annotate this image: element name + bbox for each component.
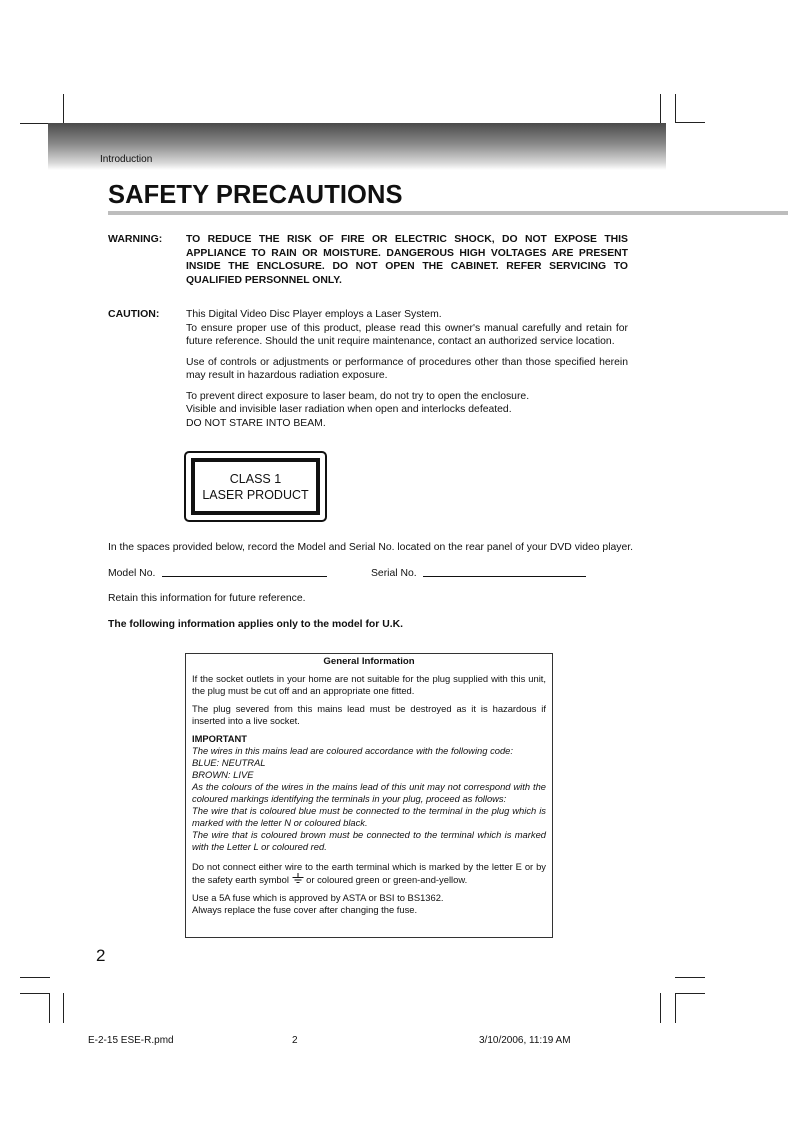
serial-no-field[interactable] <box>423 576 586 577</box>
crop-mark <box>675 993 705 994</box>
section-label: Introduction <box>100 154 153 165</box>
footer-timestamp: 3/10/2006, 11:19 AM <box>479 1035 571 1046</box>
caution-line: To ensure proper use of this product, please read this owner's manual carefully and retain for future reference. Should the unit require maintenance, contact an authorized service location. <box>186 322 628 347</box>
earth-text-after: or coloured green or green-and-yellow. <box>306 874 468 885</box>
caution-paragraph: Use of controls or adjustments or performance of procedures other than those specified herein may result in hazardous radiation exposure. <box>186 356 628 381</box>
important-line: As the colours of the wires in the mains lead of this unit may not correspond with the coloured markings identifying the terminals in your plug, proceed as follows: <box>192 781 546 804</box>
laser-label-inner <box>191 458 320 515</box>
caution-paragraph <box>186 390 628 431</box>
model-no-label: Model No. <box>108 568 156 579</box>
record-instruction: In the spaces provided below, record the Model and Serial No. located on the rear panel of your DVD video player. <box>108 542 634 553</box>
uk-note: The following information applies only to the model for U.K. <box>108 619 403 630</box>
model-no-field[interactable] <box>162 576 327 577</box>
info-paragraph <box>192 892 546 916</box>
caution-line: To prevent direct exposure to laser beam, do not try to open the enclosure. <box>186 390 530 402</box>
crop-mark <box>675 993 676 1023</box>
crop-mark <box>63 993 64 1023</box>
page-title: SAFETY PRECAUTIONS <box>108 181 403 209</box>
crop-mark <box>49 993 50 1023</box>
important-line: BLUE: NEUTRAL <box>192 757 266 768</box>
laser-class: CLASS 1 <box>229 471 282 486</box>
caution-line: This Digital Video Disc Player employs a Laser System. <box>186 309 442 320</box>
caution-text <box>186 308 628 437</box>
caution-line: Visible and invisible laser radiation when open and interlocks defeated. <box>186 404 512 415</box>
footer-page: 2 <box>292 1035 298 1046</box>
important-label: IMPORTANT <box>192 733 248 744</box>
fuse-line: Use a 5A fuse which is approved by ASTA or BSI to BS1362. <box>192 892 444 903</box>
crop-mark <box>675 94 676 122</box>
important-line: The wires in this mains lead are coloured accordance with the following code: <box>192 745 514 756</box>
important-line: BROWN: LIVE <box>192 769 254 780</box>
crop-mark <box>675 977 705 978</box>
caution-line: DO NOT STARE INTO BEAM. <box>186 417 326 429</box>
info-paragraph <box>192 861 546 886</box>
general-information-title: General Information <box>323 656 415 667</box>
laser-product-label <box>184 451 327 522</box>
important-line: The wire that is coloured brown must be connected to the terminal which is marked with the Letter L or coloured red. <box>192 829 546 852</box>
caution-paragraph <box>186 308 628 349</box>
footer-file: E-2-15 ESE-R.pmd <box>88 1035 174 1046</box>
general-information-box <box>185 653 553 938</box>
info-paragraph: The plug severed from this mains lead must be destroyed as it is hazardous if inserted into a live socket. <box>192 703 546 726</box>
earth-symbol-icon <box>292 873 304 884</box>
crop-mark <box>660 993 661 1023</box>
earth-text-before: Do not connect either wire to the earth terminal which is marked by the letter E or by the safety earth symbol <box>192 861 546 885</box>
important-line: The wire that is coloured blue must be connected to the terminal in the plug which is marked with the letter N or coloured black. <box>192 805 546 828</box>
fuse-line: Always replace the fuse cover after changing the fuse. <box>192 904 418 915</box>
crop-mark <box>20 977 50 978</box>
serial-no-label: Serial No. <box>371 568 417 579</box>
crop-mark <box>20 993 50 994</box>
retain-note: Retain this information for future reference. <box>108 593 306 604</box>
title-rule <box>108 211 788 215</box>
crop-mark <box>20 123 50 124</box>
info-paragraph: If the socket outlets in your home are not suitable for the plug supplied with this unit, the plug must be cut off and an appropriate one fitted. <box>192 673 546 696</box>
crop-mark <box>675 122 705 123</box>
page-number: 2 <box>96 946 106 965</box>
warning-text: TO REDUCE THE RISK OF FIRE OR ELECTRIC SHOCK, DO NOT EXPOSE THIS APPLIANCE TO RAIN OR MOISTURE. DANGEROUS HIGH VOLTAGES ARE PRESENT INSIDE THE ENCLOSURE. DO NOT OPEN THE CABINET. REFER SERVICING TO QUALIFIED PERSONNEL ONLY. <box>186 234 628 286</box>
caution-label: CAUTION: <box>108 308 160 320</box>
laser-product-text: LASER PRODUCT <box>202 487 309 502</box>
warning-label: WARNING: <box>108 233 163 245</box>
